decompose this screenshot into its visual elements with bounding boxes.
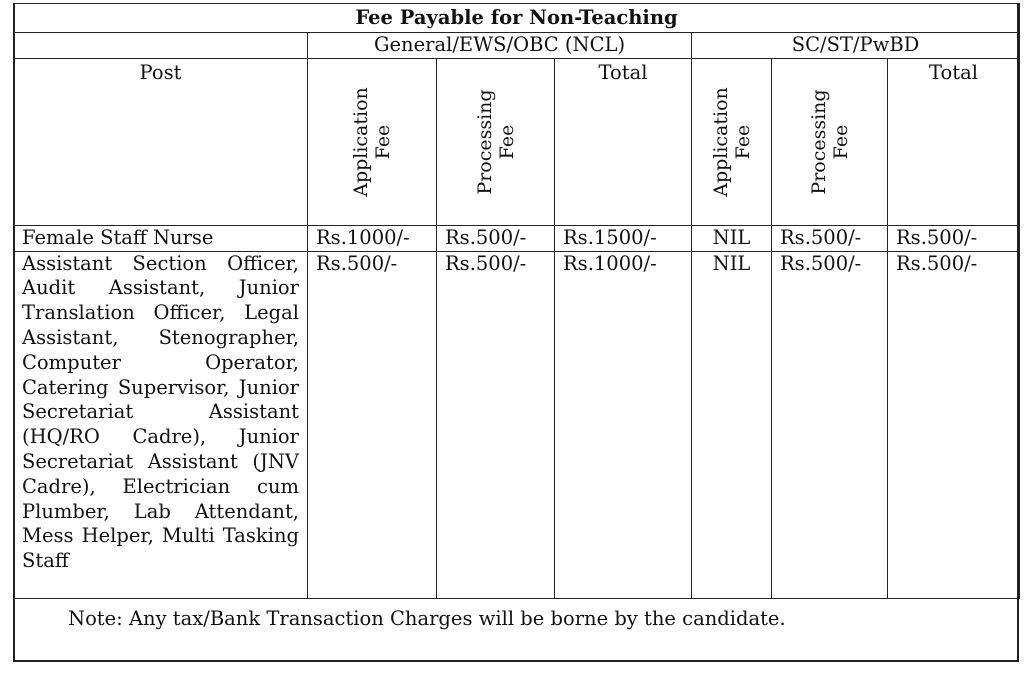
post-cell: Female Staff Nurse — [14, 225, 308, 251]
res-application-fee-cell: NIL — [692, 251, 772, 598]
gen-total-cell: Rs.1500/- — [555, 225, 692, 251]
header-label: Fee — [372, 124, 394, 160]
group-general: General/EWS/OBC (NCL) — [308, 33, 692, 59]
res-application-fee-cell: NIL — [692, 225, 772, 251]
header-label: Processing — [473, 89, 496, 195]
header-res-processing-fee — [772, 58, 888, 225]
gen-processing-fee-cell: Rs.500/- — [437, 251, 555, 598]
header-label: Application — [350, 87, 372, 197]
group-blank-cell — [14, 33, 308, 59]
gen-processing-fee-cell: Rs.500/- — [437, 225, 555, 251]
res-total-cell: Rs.500/- — [888, 251, 1020, 598]
res-processing-fee-cell: Rs.500/- — [772, 225, 888, 251]
table-row — [14, 225, 1020, 251]
header-label: Fee — [829, 124, 852, 160]
header-label: Fee — [495, 124, 518, 160]
res-processing-fee-cell: Rs.500/- — [772, 251, 888, 598]
group-row — [14, 33, 1020, 59]
header-gen-application-fee — [308, 58, 437, 225]
gen-total-cell: Rs.1000/- — [555, 251, 692, 598]
header-row — [14, 58, 1020, 225]
header-label: Application — [709, 87, 732, 197]
fee-table — [13, 3, 1020, 599]
group-reserved: SC/ST/PwBD — [692, 33, 1020, 59]
title-row — [14, 4, 1020, 33]
res-total-cell: Rs.500/- — [888, 225, 1020, 251]
footnote: Note: Any tax/Bank Transaction Charges will be borne by the candidate. — [68, 607, 786, 630]
table-row — [14, 251, 1020, 598]
gen-application-fee-cell: Rs.1000/- — [308, 225, 437, 251]
post-cell: Assistant Section Officer, Audit Assistant, Junior Translation Officer, Legal Assistant, Stenographer, Computer Operator, Catering Supervisor, Junior Secretariat Assistant (HQ/RO Cadre), Junior Secretariat Assistant (JNV Cadre), Electrician cum Plumber, Lab Attendant, Mess Helper, Multi Tasking Staff — [14, 251, 308, 598]
header-res-application-fee — [692, 58, 772, 225]
header-res-total: Total — [888, 58, 1020, 225]
table-title: Fee Payable for Non-Teaching — [14, 4, 1020, 33]
header-label: Processing — [807, 89, 830, 195]
header-gen-processing-fee — [437, 58, 555, 225]
header-gen-total: Total — [555, 58, 692, 225]
header-post: Post — [14, 58, 308, 225]
gen-application-fee-cell: Rs.500/- — [308, 251, 437, 598]
header-label: Fee — [731, 124, 754, 160]
